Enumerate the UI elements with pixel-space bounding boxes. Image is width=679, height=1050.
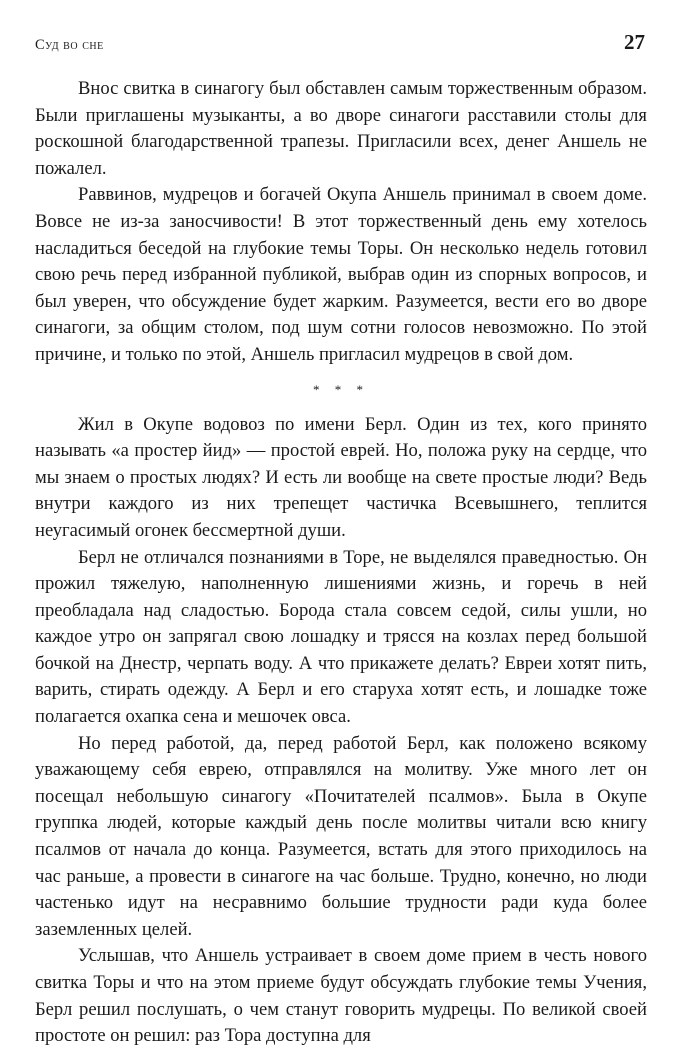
book-page	[35, 30, 647, 1050]
section-separator: * * *	[313, 381, 369, 397]
paragraph-5: Но перед работой, да, перед работой Берл, как положено всякому уважающему себя еврею, отправлялся на молитву. Уже много лет он посещал небольшую синагогу «Почитателей псалмов». Была в Окупе группка людей, которые каждый день после молитвы читали всю книгу псалмов от начала до конца. Разумеется, встать для этого приходилось на час раньше, а провести в синагоге на час больше. Трудно, конечно, но люди частенько идут на несравнимо большие трудности ради куда более заземленных целей.	[35, 732, 647, 940]
paragraph-4: Берл не отличался познаниями в Торе, не выделялся праведностью. Он прожил тяжелую, наполненную лишениями жизнь, и горечь в ней преобладала над сладостью. Борода стала совсем седой, силы ушли, но каждое утро он запрягал свою лошадку и трясся на козлах перед большой бочкой на Днестр, черпать воду. А что прикажете делать? Евреи хотят пить, варить, стирать одежду. А Берл и его старуха хотят есть, и лошадке тоже полагается охапка сена и мешочек овса.	[35, 546, 647, 728]
running-head	[35, 30, 647, 66]
body-text	[35, 76, 647, 1050]
page-number: 27	[624, 30, 645, 54]
paragraph-6: Услышав, что Аншель устраивает в своем доме прием в честь нового свитка Торы и что на этом приеме будут обсуждать глубокие темы Учения, Берл решил послушать, о чем станут говорить мудрецы. По великой своей простоте он решил: раз Тора доступна для	[35, 945, 647, 1047]
paragraph-2: Раввинов, мудрецов и богачей Окупа Аншель принимал в своем доме. Вовсе не из-за заносчивости! В этот торжественный день ему хотелось насладиться беседой на глубокие темы Торы. Он несколько недель готовил свою речь перед избранной публикой, выбрав один из спорных вопросов, и был уверен, что обсуждение будет жарким. Разумеется, вести его во дворе синагоги, за общим столом, под шум сотни голосов невозможно. По этой причине, и только по этой, Аншель пригласил мудрецов в свой дом.	[35, 184, 647, 365]
running-title: Суд во сне	[35, 37, 104, 53]
paragraph-3: Жил в Окупе водовоз по имени Берл. Один из тех, кого принято называть «а простер йид» — простой еврей. Но, положа руку на сердце, что мы знаем о простых людях? И есть ли вообще на свете простые люди? Ведь внутри каждого из них трепещет частичка Всевышнего, теплится неугасимый огонек бессмертной души.	[35, 413, 647, 541]
paragraph-1: Внос свитка в синагогу был обставлен самым торжественным образом. Были приглашены музыканты, а во дворе синагоги расставили столы для роскошной благодарственной трапезы. Пригласили всех, денег Аншель не пожалел.	[35, 78, 647, 179]
